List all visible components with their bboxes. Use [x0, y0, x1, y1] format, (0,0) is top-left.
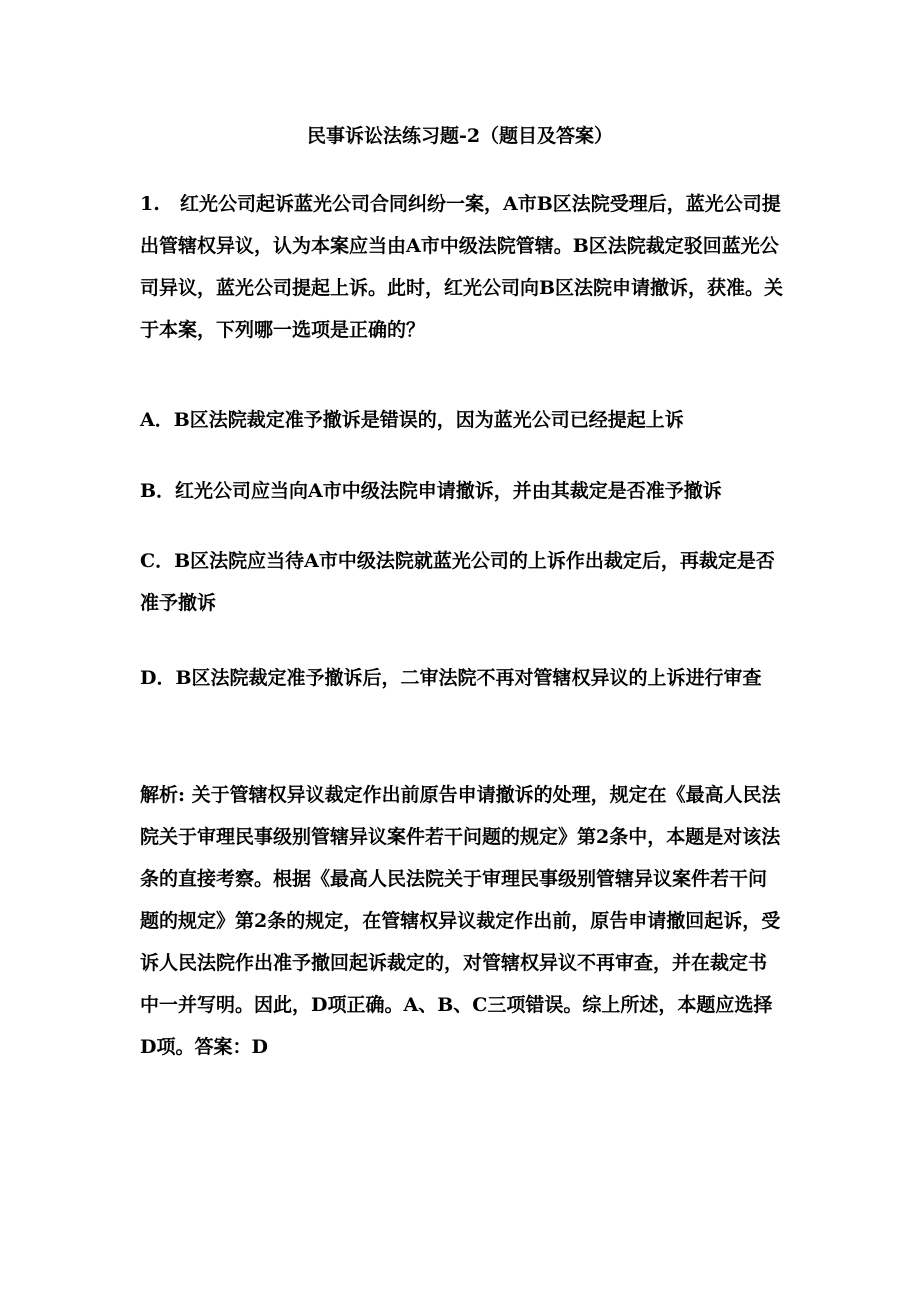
option-b: B．红光公司应当向A市中级法院申请撤诉，并由其裁定是否准予撤诉 [140, 480, 722, 502]
question-1 [140, 183, 785, 351]
question-text: 红光公司起诉蓝光公司合同纠纷一案，A市B区法院受理后，蓝光公司提出管辖权异议，认为本案应当由A市中级法院管辖。B区法院裁定驳回蓝光公司异议，蓝光公司提起上诉。此时，红光公司向B区法院申请撤诉，获准。关于本案，下列哪一选项是正确的？ [140, 193, 784, 341]
option-d: D．B区法院裁定准予撤诉后，二审法院不再对管辖权异议的上诉进行审查 [140, 667, 762, 689]
document-title: 民事诉讼法练习题-2（题目及答案） [306, 125, 614, 147]
analysis-paragraph: 解析: 关于管辖权异议裁定作出前原告申请撤诉的处理，规定在《最高人民法院关于审理民事级别管辖异议案件若干问题的规定》第2条中，本题是对该法条的直接考察。根据《最高人民法院关于审理民事级别管辖异议案件若干问题的规定》第2条的规定，在管辖权异议裁定作出前，原告申请撤回起诉，受诉人民法院作出准予撤回起诉裁定的，对管辖权异议不再审查，并在裁定书中一并写明。因此，D项正确。A、B、C三项错误。综上所述，本题应选择D项。答案：D [140, 784, 781, 1058]
option-a: A．B区法院裁定准予撤诉是错误的，因为蓝光公司已经提起上诉 [140, 409, 684, 431]
question-number: 1. [140, 193, 160, 215]
option-c: C．B区法院应当待A市中级法院就蓝光公司的上诉作出裁定后，再裁定是否准予撤诉 [140, 550, 775, 614]
